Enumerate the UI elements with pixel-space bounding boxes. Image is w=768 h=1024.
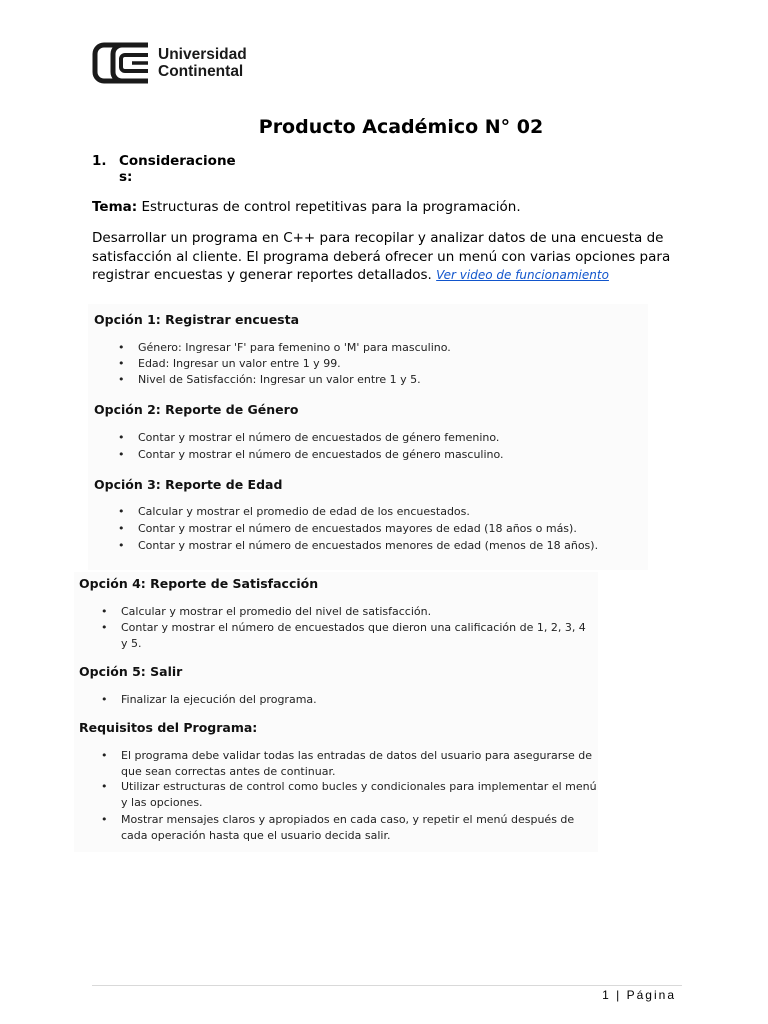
list-item: • Contar y mostrar el número de encuestados mayores de edad (18 años o más). xyxy=(118,522,577,535)
tema-label: Tema: xyxy=(92,199,138,215)
list-item-continued: que sean correctas antes de continuar. xyxy=(121,765,336,778)
intro-paragraph xyxy=(92,229,692,285)
options-image-top xyxy=(88,304,648,570)
list-item: • Calcular y mostrar el promedio del nivel de satisfacción. xyxy=(101,605,432,618)
footer-separator: | xyxy=(616,988,622,1002)
page-label: Página xyxy=(626,988,676,1002)
list-item: • Contar y mostrar el número de encuestados que dieron una calificación de 1, 2, 3, 4 xyxy=(101,621,586,634)
options-image-bottom xyxy=(74,572,598,852)
tema-text: Estructuras de control repetitivas para la programación. xyxy=(141,199,521,215)
list-item: • Contar y mostrar el número de encuestados de género masculino. xyxy=(118,448,504,461)
list-item: • Nivel de Satisfacción: Ingresar un valor entre 1 y 5. xyxy=(118,373,421,386)
list-item: • Género: Ingresar 'F' para femenino o 'M' para masculino. xyxy=(118,341,451,354)
option-2-title: Opción 2: Reporte de Género xyxy=(94,402,299,417)
page-title: Producto Académico N° 02 xyxy=(258,116,544,138)
list-item: • Contar y mostrar el número de encuestados de género femenino. xyxy=(118,431,500,444)
section-heading xyxy=(92,153,239,185)
logo-text xyxy=(158,46,247,80)
list-item-continued: y 5. xyxy=(121,637,142,650)
option-5-title: Opción 5: Salir xyxy=(79,664,183,679)
page-number: 1 xyxy=(602,988,611,1002)
list-item: • Finalizar la ejecución del programa. xyxy=(101,693,317,706)
university-logo xyxy=(92,42,247,84)
list-item-continued: y las opciones. xyxy=(121,796,203,809)
list-item: • El programa debe validar todas las entradas de datos del usuario para asegurarse de xyxy=(101,749,593,762)
footer-divider xyxy=(92,985,682,986)
list-item-continued: cada operación hasta que el usuario decida salir. xyxy=(121,829,391,842)
option-4-title: Opción 4: Reporte de Satisfacción xyxy=(79,576,319,591)
intro-text: Desarrollar un programa en C++ para recopilar y analizar datos de una encuesta de satisfacción al cliente. El programa deberá ofrecer un menú con varias opciones para registrar encuestas y generar reportes detallados. xyxy=(92,230,671,283)
tema-line xyxy=(92,199,521,215)
requirements-title: Requisitos del Programa: xyxy=(79,720,258,735)
list-item: • Contar y mostrar el número de encuestados menores de edad (menos de 18 años). xyxy=(118,539,599,552)
page-footer xyxy=(602,988,676,1002)
continental-logo-icon xyxy=(92,42,150,84)
section-label: Consideraciones: xyxy=(119,153,236,185)
option-1-title: Opción 1: Registrar encuesta xyxy=(94,312,300,327)
section-number: 1. xyxy=(92,153,107,169)
list-item: • Calcular y mostrar el promedio de edad de los encuestados. xyxy=(118,505,470,518)
list-item: • Mostrar mensajes claros y apropiados en cada caso, y repetir el menú después de xyxy=(101,813,575,826)
list-item: • Edad: Ingresar un valor entre 1 y 99. xyxy=(118,357,341,370)
option-3-title: Opción 3: Reporte de Edad xyxy=(94,477,283,492)
video-link[interactable]: Ver video de funcionamiento xyxy=(436,268,609,282)
logo-line-2: Continental xyxy=(158,63,244,80)
list-item: • Utilizar estructuras de control como bucles y condicionales para implementar el menú xyxy=(101,780,597,793)
logo-line-1: Universidad xyxy=(158,46,247,63)
